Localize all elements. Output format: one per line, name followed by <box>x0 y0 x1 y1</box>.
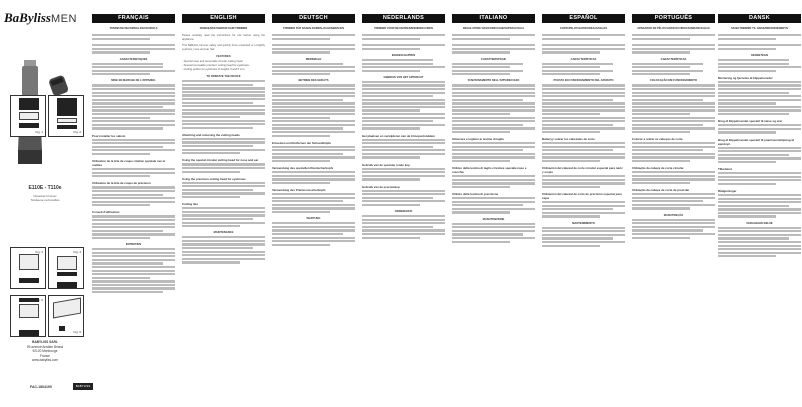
language-header: FRANÇAIS <box>92 14 175 23</box>
column-deutsch: DEUTSCH TRIMMER FÜR NASEN-/OHREN-/AUGENBRAUEN MERKMALE BETRIEB DES GERÄTS Einsetzen und Entfernen der Schneidköpfe Verwendung des speziellen Rundscherkopfs Verwendung des Präzisionsscherkopfs WARTUNG <box>272 14 355 404</box>
language-header: ENGLISH <box>182 14 265 23</box>
column-francais: FRANÇAIS TONDEUSE NEZ/OREILLES/SOURCILS CARACTERISTIQUES MISE EN MARCHE DE L'APPAREIL Pour installer les sabots Utilisation de la tête de coupe rotative spéciale nez et oreilles Utilisation de la tête de coupe de précision Conseil d'utilisation ENTRETIEN <box>92 14 175 404</box>
language-header: PORTUGUÊS <box>632 14 715 23</box>
column-subtitle: NOSE/EAR/EYEBROW HAIR TRIMMER <box>199 27 248 30</box>
figure-5: Fig. 5 <box>10 295 46 337</box>
company-address: BABYLISS SARL 99 avenue Aristide Briand 92120 Montrouge France www.babyliss.com <box>26 340 64 362</box>
language-header: NEDERLANDS <box>362 14 445 23</box>
brand-badge: BABYLISS <box>73 383 93 390</box>
language-header: ESPAÑOL <box>542 14 625 23</box>
figure-1: Fig. 1 <box>10 95 46 137</box>
model-subtitle: Nose/ear trimmer Tondeuse nez/oreilles <box>30 194 60 202</box>
language-header: ITALIANO <box>452 14 535 23</box>
language-header: DANSK <box>718 14 801 23</box>
column-portugues: PORTUGUÊS APARADOR DE PÊLOS NARIZ/OUVIDOS/SOBRANCELHAS CARACTERÍSTICAS COLOCAÇÃO EM FUNCIONAMENTO Colocar e retirar as cabeças de corte Utilização da cabeça de corte circular Utilização da cabeça de corte de precisão MANUTENÇÃO <box>632 14 715 404</box>
column-espanol: ESPAÑOL CORTAPELOS NARIZ/OREJAS/CEJAS CARACTERÍSTICAS PUESTA EN FUNCIONAMIENTO DEL APARATO Batteryy sobrar los cabezales de corte Utilización del cabezal de corte circular especial para nariz y orejas Utilización del cabezal de corte de precisión especial para cejas MANTENIMIENTO <box>542 14 625 404</box>
language-header: DEUTSCH <box>272 14 355 23</box>
column-subtitle: TRIMMER VOOR NEUS/OREN/WENKBRAUWEN <box>374 27 433 30</box>
column-subtitle: REGOLATORE NASO/ORECCHIE/SOPRACCIGLIA <box>462 27 525 30</box>
model-number: E110E - T110e <box>28 185 62 191</box>
figure-3: Fig. 3 <box>10 247 46 289</box>
cover-panel <box>0 0 90 407</box>
figure-2: Fig. 2 <box>48 95 84 137</box>
column-italiano: ITALIANO REGOLATORE NASO/ORECCHIE/SOPRACCIGLIA CARATTERISTICHE FUNZIONAMENTO DELL'APPARECCHIO Attaccare e togliere le testine di taglio Utilizzo della testina di taglio circolare speciale naso e orecchie Utilizzo della testina di precisione MANUTENZIONE <box>452 14 535 404</box>
figure-6: Fig. 6 <box>48 295 84 337</box>
column-subtitle: APARADOR DE PÊLOS NARIZ/OUVIDOS/SOBRANCELHAS <box>637 27 710 30</box>
figure-4: Fig. 4 <box>48 247 84 289</box>
brand-logo: BaBylissMEN <box>4 10 77 25</box>
column-nederlands: NEDERLANDS TRIMMER VOOR NEUS/OREN/WENKBRAUWEN EIGENSCHAPPEN GEBRUIK VAN HET APPARAAT Het plaatsen en verwijderen van de trimopzetstukken Gebruik van de speciale ronde kop Gebruik van de precisiekop ONDERHOUD <box>362 14 445 404</box>
column-subtitle: TRIMMER FÜR NASEN-/OHREN-/AUGENBRAUEN <box>283 27 344 30</box>
column-subtitle: TONDEUSE NEZ/OREILLES/SOURCILS <box>109 27 158 30</box>
column-subtitle: SKÆGTRIMMER TIL NÆSE/ØRER/ØJENBRYN <box>731 27 788 30</box>
column-english: ENGLISH NOSE/EAR/EYEBROW HAIR TRIMMER Please carefully read the instructions for use before using the appliance. This BaByliss trimmer safely and quickly trims unwanted or unsightly eyebrow, nose and ear hair. FEATURES - Special nose and removable circular cutting head. - Special removable precision cutting head for eyebrows. - Cutting guides for eyebrows of heights 3 and 5 mm. TO OPERATE THE DEVICE Attaching and removing the cutting heads Using the special circular cutting head for nose and ear Using the precision cutting head for eyebrows Cutting tips MAINTENANCE <box>182 14 265 404</box>
reference-code: FAC-1804190 <box>30 385 52 389</box>
column-subtitle: CORTAPELOS NARIZ/OREJAS/CEJAS <box>559 27 608 30</box>
column-dansk: DANSK SKÆGTRIMMER TIL NÆSE/ØRER/ØJENBRYN KENDETEGN Montering og fjernelse af klippehoveder Brug af klippehovedet specielt til næse og ører Brug af klippehovedet specielt til præcisionsklipning af øjenbryn Tilbehøret Rådgivninger VEDLIGEHOLDELSE <box>718 14 801 404</box>
